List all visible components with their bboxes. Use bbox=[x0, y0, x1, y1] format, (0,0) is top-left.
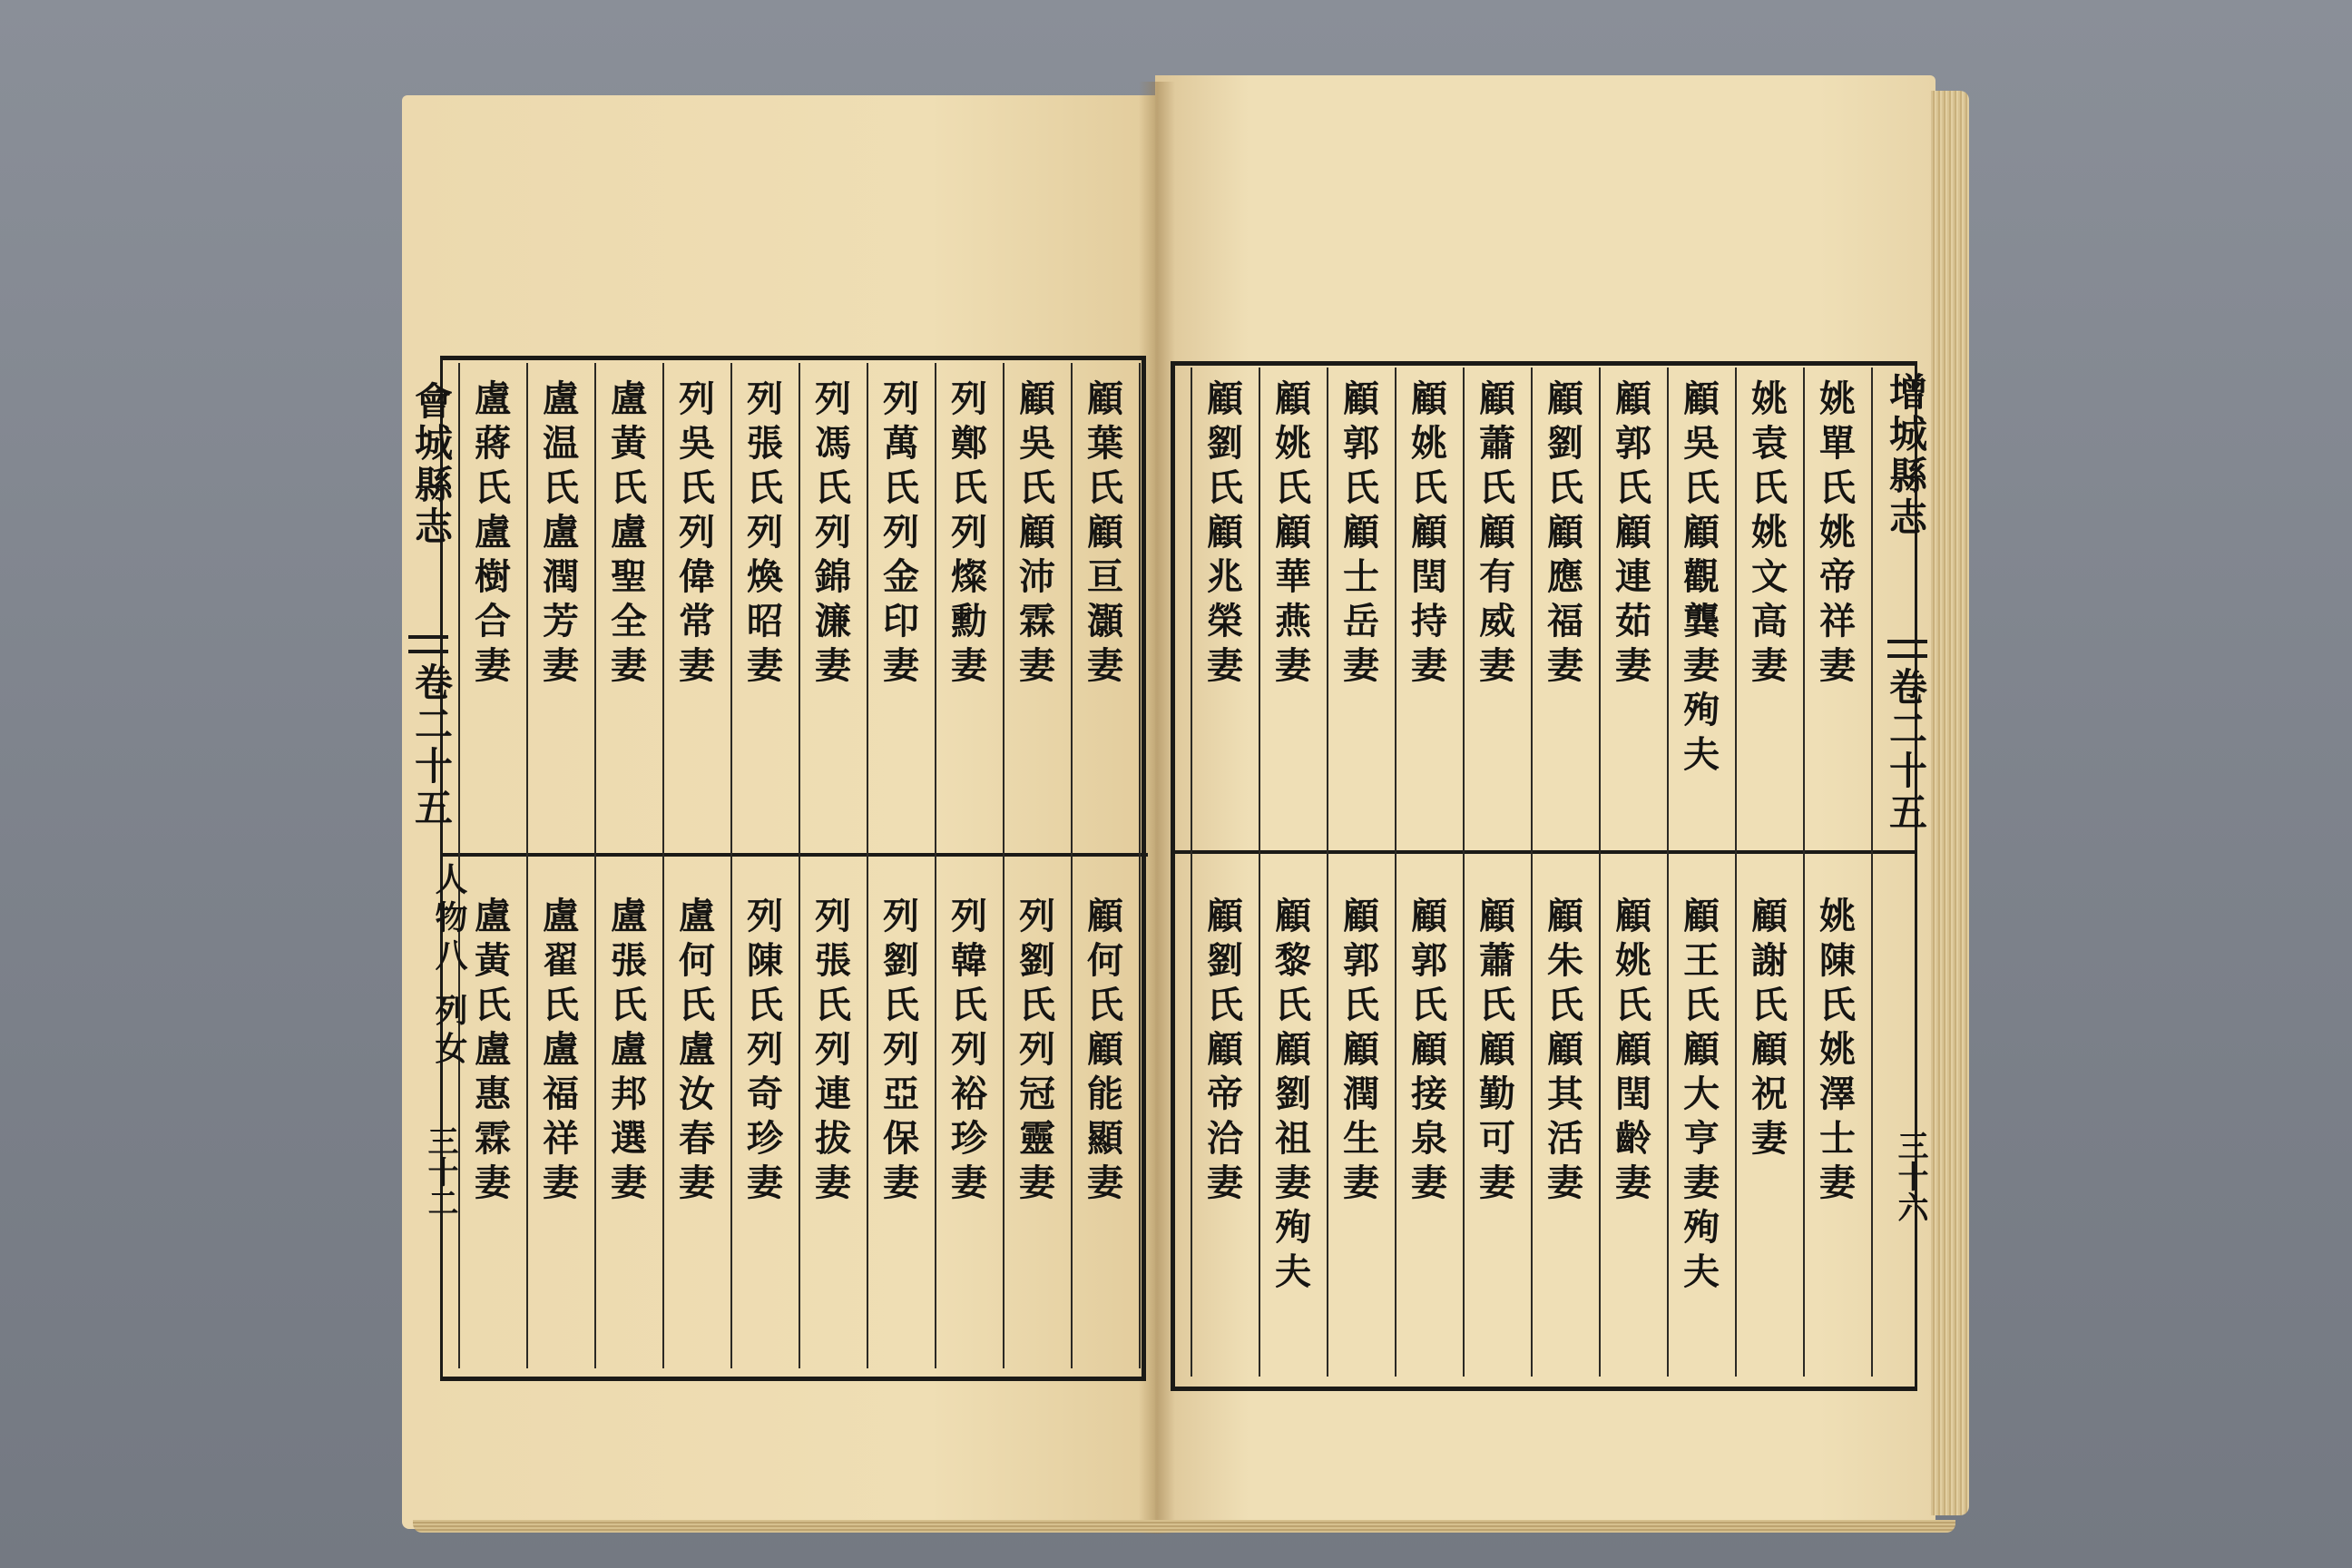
left-lower-entry: 列 韓 氏 列 裕 珍 妻 bbox=[951, 895, 987, 1204]
right-column-rule bbox=[1191, 368, 1192, 1377]
right-page-number-text: 三十六 bbox=[1892, 1130, 1928, 1222]
left-column-rule bbox=[594, 363, 596, 1368]
left-column-rule bbox=[1071, 363, 1073, 1368]
right-column-rule bbox=[1599, 368, 1601, 1377]
left-upper-entry: 列 吳 氏 列 偉 常 妻 bbox=[679, 377, 715, 687]
right-column-rule bbox=[1463, 368, 1465, 1377]
left-lower-entry: 盧 張 氏 盧 邦 選 妻 bbox=[611, 895, 647, 1204]
left-upper-entry: 盧 温 氏 盧 潤 芳 妻 bbox=[543, 377, 579, 687]
bottom-page-edges bbox=[413, 1520, 1955, 1533]
right-lower-entry: 顧 謝 氏 顧 祝 妻 bbox=[1751, 895, 1788, 1160]
left-column-rule bbox=[730, 363, 732, 1368]
right-column-rule bbox=[1667, 368, 1669, 1377]
right-upper-entry: 顧 姚 氏 顧 華 燕 妻 bbox=[1275, 377, 1311, 687]
right-column-rule bbox=[1871, 368, 1873, 1377]
right-column-rule bbox=[1259, 368, 1260, 1377]
right-margin-title bbox=[1878, 372, 1933, 539]
right-upper-entry: 顧 劉 氏 顧 兆 榮 妻 bbox=[1207, 377, 1243, 687]
right-lower-entry: 顧 蕭 氏 顧 勤 可 妻 bbox=[1479, 895, 1515, 1204]
left-lower-entry: 盧 翟 氏 盧 福 祥 妻 bbox=[543, 895, 579, 1204]
page-edges bbox=[1931, 91, 1969, 1515]
left-lower-entry: 列 劉 氏 列 亞 保 妻 bbox=[883, 895, 919, 1204]
right-margin-title-text: 增城縣志 bbox=[1884, 372, 1928, 539]
left-upper-entry: 列 鄭 氏 列 燦 勳 妻 bbox=[951, 377, 987, 687]
right-column-rule bbox=[1395, 368, 1396, 1377]
right-lower-entry: 顧 王 氏 顧 大 亨 妻 殉 夫 bbox=[1683, 895, 1720, 1293]
left-margin-title bbox=[404, 381, 458, 548]
right-upper-entry: 顧 姚 氏 顧 閏 持 妻 bbox=[1411, 377, 1447, 687]
right-upper-entry: 姚 單 氏 姚 帝 祥 妻 bbox=[1819, 377, 1856, 687]
left-column-rule bbox=[1139, 363, 1141, 1368]
left-margin-title-text: 會城縣志 bbox=[409, 381, 454, 548]
right-lower-entry: 姚 陳 氏 姚 澤 士 妻 bbox=[1819, 895, 1856, 1204]
right-upper-entry: 顧 郭 氏 顧 士 岳 妻 bbox=[1343, 377, 1379, 687]
left-register-divider bbox=[440, 853, 1148, 857]
left-lower-entry: 列 陳 氏 列 奇 珍 妻 bbox=[747, 895, 783, 1204]
right-upper-entry: 顧 郭 氏 顧 連 茹 妻 bbox=[1615, 377, 1651, 687]
right-margin-volume bbox=[1878, 667, 1933, 834]
left-margin-section-text: 人物八 列女 bbox=[430, 862, 468, 1070]
left-fish-tail-mark bbox=[408, 635, 448, 653]
right-fish-tail-mark bbox=[1887, 640, 1927, 658]
right-lower-entry: 顧 郭 氏 顧 接 泉 妻 bbox=[1411, 895, 1447, 1204]
left-column-rule bbox=[526, 363, 528, 1368]
left-column-rule bbox=[799, 363, 800, 1368]
right-lower-entry: 顧 劉 氏 顧 帝 洽 妻 bbox=[1207, 895, 1243, 1204]
right-upper-entry: 顧 劉 氏 顧 應 福 妻 bbox=[1547, 377, 1583, 687]
left-upper-entry: 顧 葉 氏 顧 亘 灝 妻 bbox=[1087, 377, 1123, 687]
left-column-rule bbox=[662, 363, 664, 1368]
right-upper-entry: 顧 蕭 氏 顧 有 威 妻 bbox=[1479, 377, 1515, 687]
left-page-number-text: 三十二 bbox=[422, 1125, 458, 1218]
right-column-rule bbox=[1531, 368, 1533, 1377]
left-upper-entry: 顧 吳 氏 顧 沛 霖 妻 bbox=[1019, 377, 1055, 687]
left-upper-entry: 列 張 氏 列 煥 昭 妻 bbox=[747, 377, 783, 687]
right-lower-entry: 顧 姚 氏 顧 閏 齡 妻 bbox=[1615, 895, 1651, 1204]
left-lower-entry: 盧 黃 氏 盧 惠 霖 妻 bbox=[475, 895, 511, 1204]
right-column-rule bbox=[1327, 368, 1328, 1377]
right-upper-entry: 姚 袁 氏 姚 文 高 妻 bbox=[1751, 377, 1788, 687]
left-lower-entry: 列 張 氏 列 連 拔 妻 bbox=[815, 895, 851, 1204]
right-lower-entry: 顧 郭 氏 顧 潤 生 妻 bbox=[1343, 895, 1379, 1204]
right-column-rule bbox=[1803, 368, 1805, 1377]
left-margin-volume-text: 卷二十五 bbox=[409, 662, 454, 829]
left-column-rule bbox=[935, 363, 936, 1368]
left-upper-entry: 列 馮 氏 列 錦 濂 妻 bbox=[815, 377, 851, 687]
left-upper-entry: 盧 黃 氏 盧 聖 全 妻 bbox=[611, 377, 647, 687]
right-upper-entry: 顧 吳 氏 顧 觀 龔 妻 殉 夫 bbox=[1683, 377, 1720, 776]
left-margin-volume bbox=[404, 662, 458, 829]
left-column-rule bbox=[867, 363, 868, 1368]
right-column-rule bbox=[1735, 368, 1737, 1377]
right-margin-volume-text: 卷二十五 bbox=[1884, 667, 1928, 834]
right-margin-page-number bbox=[1883, 1130, 1937, 1222]
right-lower-entry: 顧 朱 氏 顧 其 活 妻 bbox=[1547, 895, 1583, 1204]
right-lower-entry: 顧 黎 氏 顧 劉 祖 妻 殉 夫 bbox=[1275, 895, 1311, 1293]
left-lower-entry: 顧 何 氏 顧 能 顯 妻 bbox=[1087, 895, 1123, 1204]
left-lower-entry: 列 劉 氏 列 冠 靈 妻 bbox=[1019, 895, 1055, 1204]
left-column-rule bbox=[1003, 363, 1004, 1368]
left-lower-entry: 盧 何 氏 盧 汝 春 妻 bbox=[679, 895, 715, 1204]
left-upper-entry: 列 萬 氏 列 金 印 妻 bbox=[883, 377, 919, 687]
left-margin-page-number bbox=[413, 1125, 467, 1218]
left-upper-entry: 盧 蔣 氏 盧 樹 合 妻 bbox=[475, 377, 511, 687]
